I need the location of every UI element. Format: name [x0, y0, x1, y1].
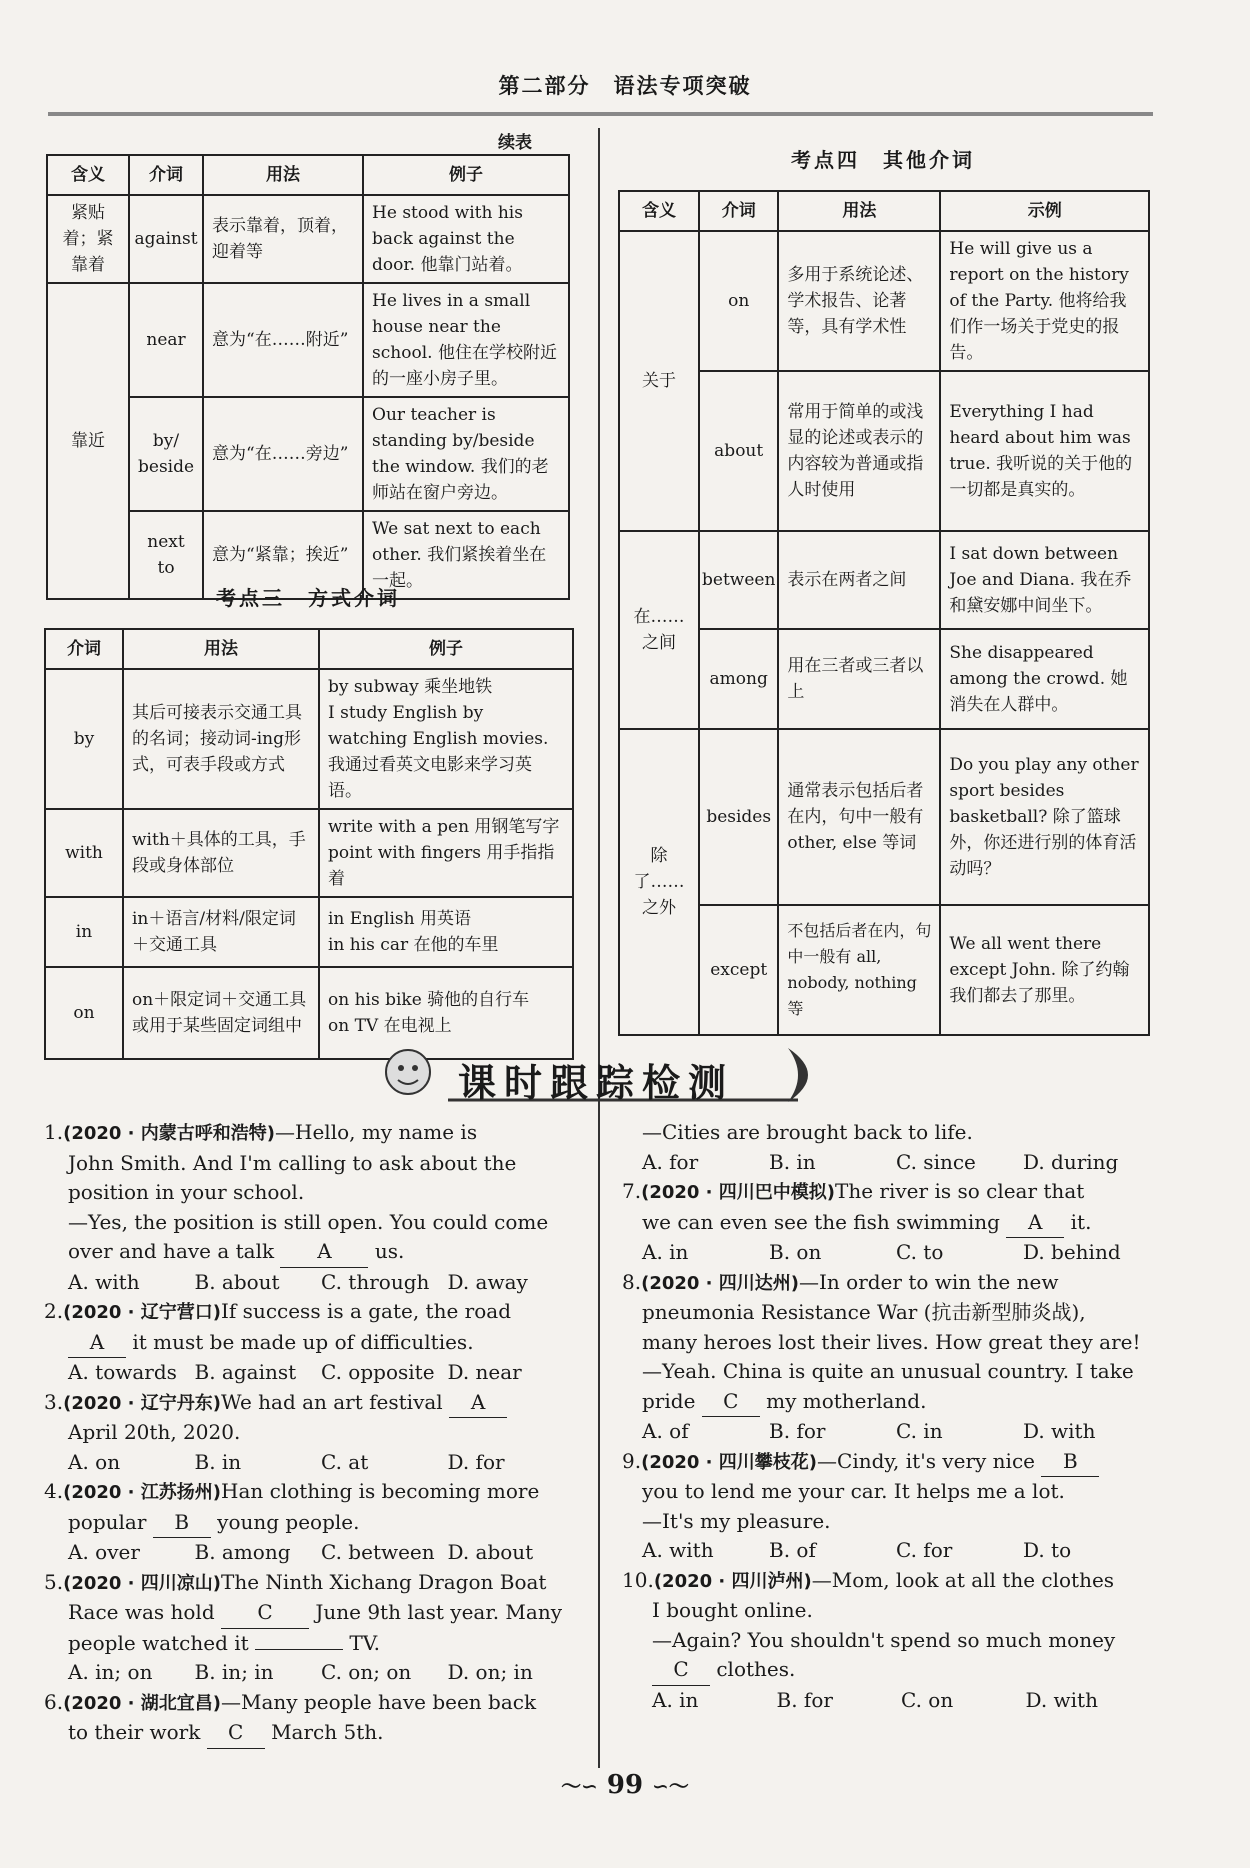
- question-text: popular: [68, 1509, 147, 1534]
- question-text: I bought online.: [652, 1598, 813, 1622]
- table-other-prepositions: [618, 190, 1150, 1036]
- question-text: —In order to win the new: [799, 1269, 1059, 1294]
- option: C. through: [321, 1269, 430, 1294]
- question-text: [622, 1208, 1150, 1239]
- answer-blank: [255, 1649, 343, 1650]
- option: A. over: [68, 1540, 140, 1564]
- question-text: [44, 1508, 574, 1539]
- table-cell: Everything I had heard about him was true. 我听说的关于他的一切都是真实的。: [940, 371, 1149, 531]
- question-source: (2020 · 江苏扬州): [63, 1482, 222, 1503]
- table-header: 例子: [363, 155, 569, 195]
- question-text: TV.: [349, 1630, 381, 1655]
- table-header: 用法: [203, 155, 363, 195]
- question-text: pneumonia Resistance War (抗击新型肺炎战),: [642, 1300, 1086, 1324]
- question-number: 1.: [44, 1120, 64, 1144]
- question-number: 4.: [44, 1479, 64, 1503]
- question-text: [44, 1598, 574, 1629]
- question-text: —Yeah. China is quite an unusual country. I take: [642, 1359, 1134, 1383]
- option: B. on: [769, 1240, 822, 1264]
- answer-blank: C: [207, 1718, 265, 1749]
- example-line: point with fingers 用手指指着: [328, 843, 555, 889]
- question-source: (2020 · 四川巴中模拟): [641, 1182, 836, 1203]
- table-cell: by: [45, 669, 123, 809]
- options: [44, 1358, 574, 1388]
- question-text: [44, 1718, 574, 1749]
- question-number: 6.: [44, 1689, 64, 1714]
- options: [44, 1658, 574, 1688]
- table-cell: [319, 669, 573, 809]
- example-line: on TV 在电视上: [328, 1016, 452, 1036]
- table-cell: [319, 897, 573, 967]
- page-number-text: 99: [606, 1770, 644, 1800]
- option: A. of: [642, 1419, 689, 1443]
- option: C. in: [896, 1419, 943, 1443]
- option: A. with: [68, 1269, 140, 1294]
- answer-blank: C: [221, 1598, 309, 1629]
- questions-right: [622, 1118, 1150, 1715]
- question-text: April 20th, 2020.: [68, 1420, 241, 1444]
- option: A. with: [642, 1538, 714, 1562]
- question-text: [622, 1655, 1150, 1686]
- answer-blank: A: [280, 1237, 368, 1268]
- question-text: clothes.: [716, 1657, 796, 1681]
- question-text: June 9th last year. Many: [315, 1600, 563, 1624]
- table-manner-prepositions: [44, 628, 574, 1060]
- table-cell: on: [699, 231, 778, 371]
- header-rule: [48, 112, 1153, 116]
- options: [622, 1417, 1150, 1447]
- table-header: 介词: [699, 191, 778, 231]
- example-line: write with a pen 用钢笔写字: [328, 817, 560, 837]
- table-cell: 不包括后者在内，句中一般有 all, nobody, nothing 等: [778, 905, 940, 1035]
- table-cell: 除了……之外: [619, 729, 699, 1035]
- question-text: —Again? You shouldn't spend so much money: [652, 1627, 1116, 1652]
- question-3: [44, 1388, 574, 1419]
- question-text: —Hello, my name is: [275, 1120, 478, 1144]
- table-cell: 用在三者或三者以上: [778, 629, 940, 729]
- table-cell: in＋语言/材料/限定词＋交通工具: [123, 897, 319, 967]
- option: B. for: [769, 1419, 826, 1443]
- question-number: 8.: [622, 1269, 642, 1294]
- question-text: —Cindy, it's very nice: [817, 1448, 1035, 1473]
- answer-blank: A: [1006, 1208, 1064, 1239]
- answer-blank: B: [153, 1508, 211, 1539]
- table-cell: He will give us a report on the history of the Party. 他将给我们作一场关于党史的报告。: [940, 231, 1149, 371]
- option: B. in; in: [194, 1660, 274, 1684]
- question-text: —Cities are brought back to life.: [642, 1120, 973, 1144]
- question-text: Han clothing is becoming more: [221, 1479, 540, 1503]
- table-cell: 关于: [619, 231, 699, 531]
- option: A. towards: [68, 1360, 177, 1384]
- section-title: 考点三 方式介词: [216, 586, 400, 610]
- example-line: on his bike 骑他的自行车: [328, 990, 530, 1010]
- table-header: 用法: [778, 191, 940, 231]
- table-caption: 续表: [498, 133, 532, 153]
- question-number: 10.: [622, 1567, 654, 1592]
- table-cell: 意为“在……附近”: [203, 283, 363, 397]
- options: [622, 1148, 1150, 1178]
- option: D. away: [447, 1269, 528, 1294]
- option: B. in: [769, 1149, 816, 1174]
- table-header: 介词: [129, 155, 203, 195]
- option: D. during: [1023, 1149, 1119, 1174]
- question-source: (2020 · 四川泸州): [653, 1570, 812, 1592]
- question-text: many heroes lost their lives. How great they are!: [642, 1329, 1141, 1354]
- question-9: [622, 1447, 1150, 1478]
- example-line: in English 用英语: [328, 909, 471, 929]
- table-cell: 意为“在……旁边”: [203, 397, 363, 511]
- example-line: in his car 在他的车里: [328, 935, 499, 955]
- page-number: [0, 1770, 1250, 1800]
- option: A. in: [652, 1687, 699, 1712]
- option: A. in; on: [68, 1660, 153, 1684]
- option: D. behind: [1023, 1240, 1121, 1264]
- ornament-right-icon: ∽〜: [652, 1774, 689, 1798]
- table-cell: 在……之间: [619, 531, 699, 729]
- table-cell: He stood with his back against the door. 他靠门站着。: [363, 195, 569, 283]
- question-number: 7.: [622, 1179, 642, 1203]
- option: D. to: [1023, 1538, 1072, 1562]
- table-cell: 表示在两者之间: [778, 531, 940, 629]
- question-text: [622, 1387, 1150, 1418]
- question-text: position in your school.: [68, 1180, 305, 1204]
- table-header: 介词: [45, 629, 123, 669]
- table-cell: She disappeared among the crowd. 她消失在人群中。: [940, 629, 1149, 729]
- option: C. on; on: [321, 1660, 412, 1684]
- question-1: [44, 1118, 574, 1149]
- answer-blank: A: [68, 1328, 126, 1359]
- answer-blank: C: [702, 1387, 760, 1418]
- options: [44, 1268, 574, 1298]
- table-cell: 靠近: [47, 283, 129, 599]
- table-cell: in: [45, 897, 123, 967]
- question-text: we can even see the fish swimming: [642, 1209, 1000, 1234]
- table-header: 示例: [940, 191, 1149, 231]
- options: [622, 1686, 1150, 1716]
- option: B. of: [769, 1538, 816, 1562]
- question-8: [622, 1268, 1150, 1299]
- question-text: —Many people have been back: [221, 1689, 537, 1714]
- table-header: 用法: [123, 629, 319, 669]
- question-source: (2020 · 四川凉山): [63, 1572, 222, 1594]
- options: [622, 1238, 1150, 1268]
- option: B. in: [194, 1449, 242, 1474]
- option: C. to: [896, 1240, 944, 1264]
- question-10: [622, 1566, 1150, 1597]
- questions-left: [44, 1118, 574, 1749]
- table-cell: about: [699, 371, 778, 531]
- option: B. for: [776, 1687, 833, 1712]
- question-source: (2020 · 辽宁营口): [63, 1302, 222, 1323]
- question-text: young people.: [217, 1509, 360, 1534]
- question-number: 5.: [44, 1569, 64, 1594]
- question-source: (2020 · 湖北宜昌): [63, 1692, 222, 1714]
- question-2: [44, 1297, 574, 1328]
- question-text: over and have a talk: [68, 1239, 275, 1263]
- table-header: 含义: [47, 155, 129, 195]
- table-cell: 常用于简单的或浅显的论述或表示的内容较为普通或指人时使用: [778, 371, 940, 531]
- option: C. between: [321, 1540, 435, 1564]
- question-source: (2020 · 四川攀枝花): [641, 1451, 818, 1473]
- option: C. opposite: [321, 1360, 435, 1384]
- question-text: [44, 1328, 574, 1359]
- table-cell: except: [699, 905, 778, 1035]
- table-cell: near: [129, 283, 203, 397]
- options: [44, 1538, 574, 1568]
- option: D. about: [447, 1540, 534, 1564]
- column-divider: [598, 128, 600, 1768]
- question-5: [44, 1568, 574, 1599]
- question-text: Race was hold: [68, 1600, 215, 1624]
- table-cell: I sat down between Joe and Diana. 我在乔和黛安娜中间坐下。: [940, 531, 1149, 629]
- table-cell: 其后可接表示交通工具的名词；接动词-ing形式，可表手段或方式: [123, 669, 319, 809]
- answer-blank: C: [652, 1655, 710, 1686]
- table-cell: against: [129, 195, 203, 283]
- options: [622, 1536, 1150, 1566]
- ornament-left-icon: 〜∽: [561, 1774, 598, 1798]
- table-header: 例子: [319, 629, 573, 669]
- question-text: If success is a gate, the road: [221, 1299, 511, 1323]
- option: C. for: [896, 1538, 953, 1562]
- question-text: March 5th.: [271, 1720, 384, 1744]
- table-cell: next to: [129, 511, 203, 599]
- option: A. for: [642, 1149, 699, 1174]
- question-text: people watched it: [68, 1630, 249, 1655]
- question-text: pride: [642, 1388, 696, 1413]
- question-text: [44, 1237, 574, 1268]
- table-cell: Our teacher is standing by/beside the window. 我们的老师站在窗户旁边。: [363, 397, 569, 511]
- question-source: (2020 · 四川达州): [641, 1272, 800, 1294]
- question-text: The river is so clear that: [835, 1179, 1085, 1203]
- option: D. with: [1023, 1419, 1096, 1443]
- table-cell: 表示靠着，顶着，迎着等: [203, 195, 363, 283]
- option: C. since: [896, 1149, 976, 1174]
- question-text: —Mom, look at all the clothes: [811, 1567, 1115, 1592]
- option: D. with: [1025, 1687, 1098, 1712]
- question-text: John Smith. And I'm calling to ask about the: [68, 1150, 517, 1175]
- option: D. near: [447, 1360, 522, 1384]
- option: D. on; in: [447, 1660, 533, 1684]
- table-cell: between: [699, 531, 778, 629]
- question-text: it.: [1070, 1209, 1092, 1234]
- table-cell: [319, 809, 573, 897]
- banner: [368, 1040, 838, 1110]
- question-text: to their work: [68, 1720, 201, 1744]
- option: B. among: [194, 1540, 291, 1564]
- question-text: —It's my pleasure.: [642, 1508, 831, 1533]
- question-number: 2.: [44, 1299, 64, 1323]
- table-cell: We sat next to each other. 我们紧挨着坐在一起。: [363, 511, 569, 599]
- options: [44, 1448, 574, 1478]
- question-7: [622, 1177, 1150, 1208]
- question-text: The Ninth Xichang Dragon Boat: [221, 1569, 547, 1594]
- option: A. in: [642, 1240, 689, 1264]
- question-source: (2020 · 辽宁丹东): [63, 1392, 222, 1414]
- question-text: us.: [374, 1239, 405, 1263]
- question-6: [44, 1688, 574, 1719]
- table-cell: 紧贴着；紧靠着: [47, 195, 129, 283]
- answer-blank: A: [449, 1388, 507, 1419]
- option: D. for: [447, 1449, 505, 1474]
- table-cell: by/ beside: [129, 397, 203, 511]
- question-text: —Yes, the position is still open. You could come: [68, 1209, 549, 1234]
- option: B. against: [194, 1360, 297, 1384]
- option: C. on: [901, 1687, 954, 1712]
- question-source: (2020 · 内蒙古呼和浩特): [63, 1123, 276, 1144]
- example-line: by subway 乘坐地铁: [328, 677, 493, 697]
- table-cell: 多用于系统论述、学术报告、论著等，具有学术性: [778, 231, 940, 371]
- table-cell: Do you play any other sport besides basketball? 除了篮球外，你还进行别的体育活动吗？: [940, 729, 1149, 905]
- banner-title: 课时跟踪检测: [458, 1061, 735, 1105]
- table-cell: with＋具体的工具，手段或身体部位: [123, 809, 319, 897]
- question-number: 3.: [44, 1389, 64, 1414]
- table-cell: on＋限定词＋交通工具或用于某些固定词组中: [123, 967, 319, 1059]
- option: C. at: [321, 1449, 369, 1474]
- page-header: 第二部分 语法专项突破: [498, 73, 752, 98]
- table-cell: We all went there except John. 除了约翰我们都去了那里。: [940, 905, 1149, 1035]
- option: B. about: [194, 1269, 280, 1294]
- table-cell: with: [45, 809, 123, 897]
- example-line: I study English by watching English movies. 我通过看英文电影来学习英语。: [328, 703, 549, 801]
- table-cell: besides: [699, 729, 778, 905]
- question-text: it must be made up of difficulties.: [132, 1329, 474, 1354]
- section-title: 考点四 其他介词: [791, 148, 975, 172]
- question-number: 9.: [622, 1448, 642, 1473]
- table-cell: 通常表示包括后者在内，句中一般有other, else 等词: [778, 729, 940, 905]
- table-cell: 意为“紧靠；挨近”: [203, 511, 363, 599]
- question-text: We had an art festival: [221, 1389, 443, 1414]
- table-cell: among: [699, 629, 778, 729]
- answer-blank: B: [1041, 1447, 1099, 1478]
- option: A. on: [68, 1449, 121, 1474]
- table-header: 含义: [619, 191, 699, 231]
- question-text: you to lend me your car. It helps me a lot.: [642, 1479, 1065, 1503]
- question-text: [44, 1629, 574, 1659]
- table-cell: He lives in a small house near the school. 他住在学校附近的一座小房子里。: [363, 283, 569, 397]
- table-cell: on: [45, 967, 123, 1059]
- question-4: [44, 1477, 574, 1508]
- question-text: my motherland.: [766, 1388, 927, 1413]
- table-positional-prepositions: [46, 154, 570, 600]
